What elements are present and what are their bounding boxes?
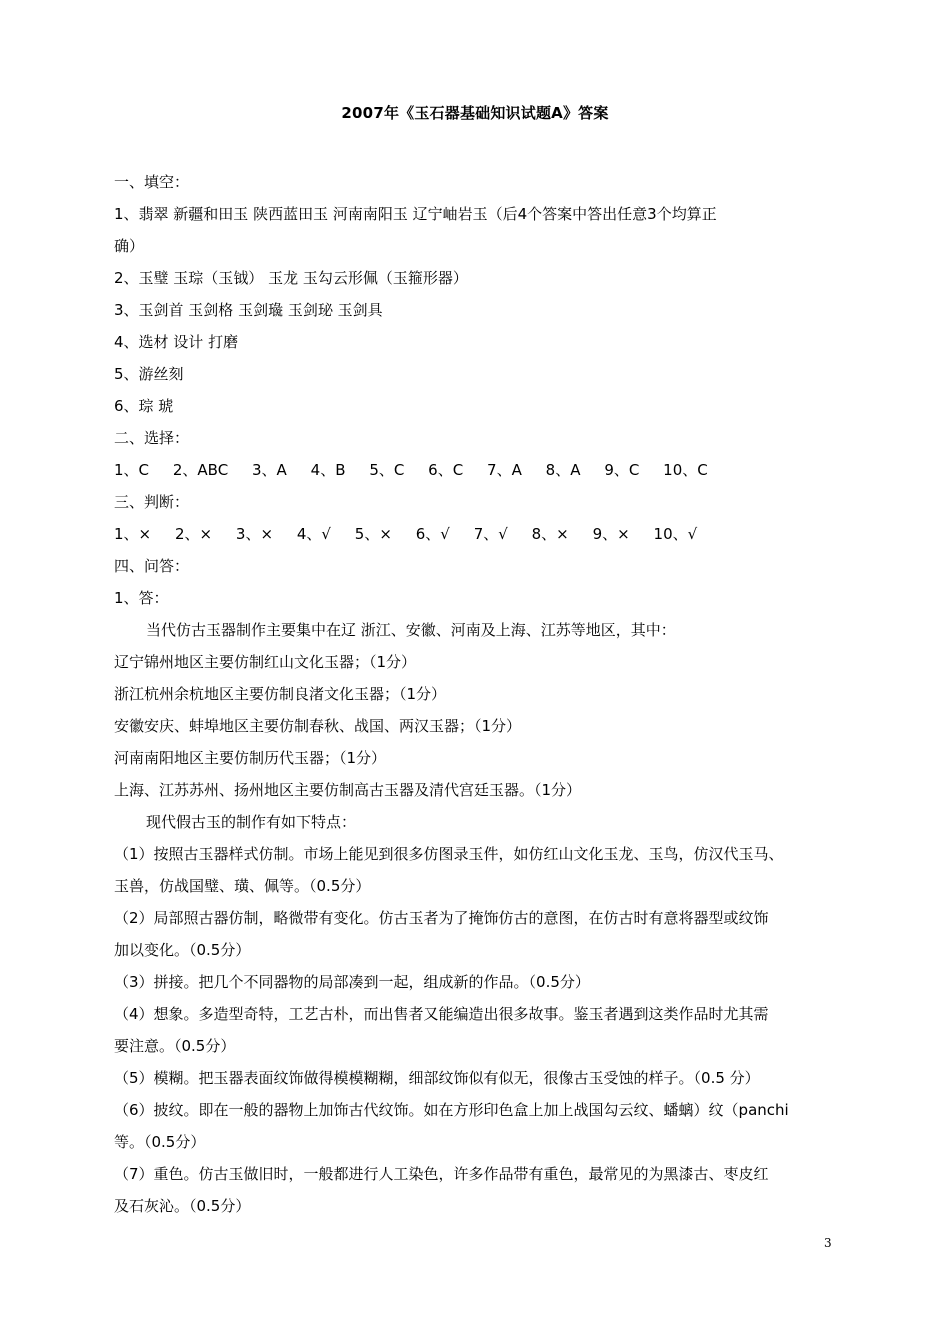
feature-3: （3）拼接。把几个不同器物的局部凑到一起，组成新的作品。（0.5分） bbox=[114, 973, 590, 991]
section-heading-qa: 四、问答： bbox=[114, 557, 190, 575]
page-number: 3 bbox=[824, 1236, 832, 1250]
qa-region-anhui: 安徽安庆、蚌埠地区主要仿制春秋、战国、两汉玉器；（1分） bbox=[114, 717, 522, 735]
feature-1b: 玉兽，仿战国璧、璜、佩等。（0.5分） bbox=[114, 877, 371, 895]
qa-answer-label: 1、答： bbox=[114, 589, 169, 607]
fill-answer-2: 2、玉璧 玉琮（玉钺） 玉龙 玉勾云形佩（玉箍形器） bbox=[114, 269, 468, 287]
feature-4b: 要注意。（0.5分） bbox=[114, 1037, 236, 1055]
qa-region-zhejiang: 浙江杭州余杭地区主要仿制良渚文化玉器；（1分） bbox=[114, 685, 447, 703]
feature-2b: 加以变化。（0.5分） bbox=[114, 941, 251, 959]
qa-region-liaoning: 辽宁锦州地区主要仿制红山文化玉器；（1分） bbox=[114, 653, 417, 671]
fill-answer-1b: 确） bbox=[114, 237, 145, 255]
qa-features-intro: 现代假古玉的制作有如下特点： bbox=[146, 813, 357, 831]
section-heading-choice: 二、选择： bbox=[114, 429, 190, 447]
feature-1a: （1）按照古玉器样式仿制。市场上能见到很多仿图录玉件，如仿红山文化玉龙、玉鸟，仿汉代玉马、 bbox=[114, 845, 784, 863]
fill-answer-5: 5、游丝刻 bbox=[114, 365, 184, 383]
feature-7b: 及石灰沁。（0.5分） bbox=[114, 1197, 251, 1215]
section-heading-judge: 三、判断： bbox=[114, 493, 190, 511]
feature-2a: （2）局部照古器仿制，略微带有变化。仿古玉者为了掩饰仿古的意图，在仿古时有意将器型或纹饰 bbox=[114, 909, 769, 927]
fill-answer-6: 6、琮 琥 bbox=[114, 397, 174, 415]
feature-6b: 等。（0.5分） bbox=[114, 1133, 206, 1151]
feature-6a: （6）披纹。即在一般的器物上加饰古代纹饰。如在方形印色盒上加上战国勾云纹、蟠螭）纹（panchi bbox=[114, 1101, 789, 1119]
document-title: 2007年《玉石器基础知识试题A》答案 bbox=[341, 104, 609, 122]
feature-7a: （7）重色。仿古玉做旧时，一般都进行人工染色，许多作品带有重色，最常见的为黑漆古、枣皮红 bbox=[114, 1165, 769, 1183]
fill-answer-4: 4、选材 设计 打磨 bbox=[114, 333, 239, 351]
judge-answers: 1、× 2、× 3、× 4、√ 5、× 6、√ 7、√ 8、× 9、× 10、√ bbox=[114, 525, 698, 543]
choice-answers: 1、C 2、ABC 3、A 4、B 5、C 6、C 7、A 8、A 9、C 10、C bbox=[114, 461, 708, 479]
feature-4a: （4）想象。多造型奇特，工艺古朴，而出售者又能编造出很多故事。鉴玉者遇到这类作品时尤其需 bbox=[114, 1005, 769, 1023]
fill-answer-1a: 1、翡翠 新疆和田玉 陕西蓝田玉 河南南阳玉 辽宁岫岩玉（后4个答案中答出任意3个均算正 bbox=[114, 205, 717, 223]
document-body bbox=[114, 166, 854, 1222]
qa-paragraph-intro: 当代仿古玉器制作主要集中在辽 浙江、安徽、河南及上海、江苏等地区，其中： bbox=[146, 621, 676, 639]
feature-5: （5）模糊。把玉器表面纹饰做得模模糊糊，细部纹饰似有似无，很像古玉受蚀的样子。（0.5 分） bbox=[114, 1069, 760, 1087]
qa-region-shanghai-jiangsu: 上海、江苏苏州、扬州地区主要仿制高古玉器及清代宫廷玉器。（1分） bbox=[114, 781, 582, 799]
section-heading-fill: 一、填空： bbox=[114, 173, 190, 191]
fill-answer-3: 3、玉剑首 玉剑格 玉剑璏 玉剑珌 玉剑具 bbox=[114, 301, 383, 319]
qa-region-henan: 河南南阳地区主要仿制历代玉器；（1分） bbox=[114, 749, 387, 767]
